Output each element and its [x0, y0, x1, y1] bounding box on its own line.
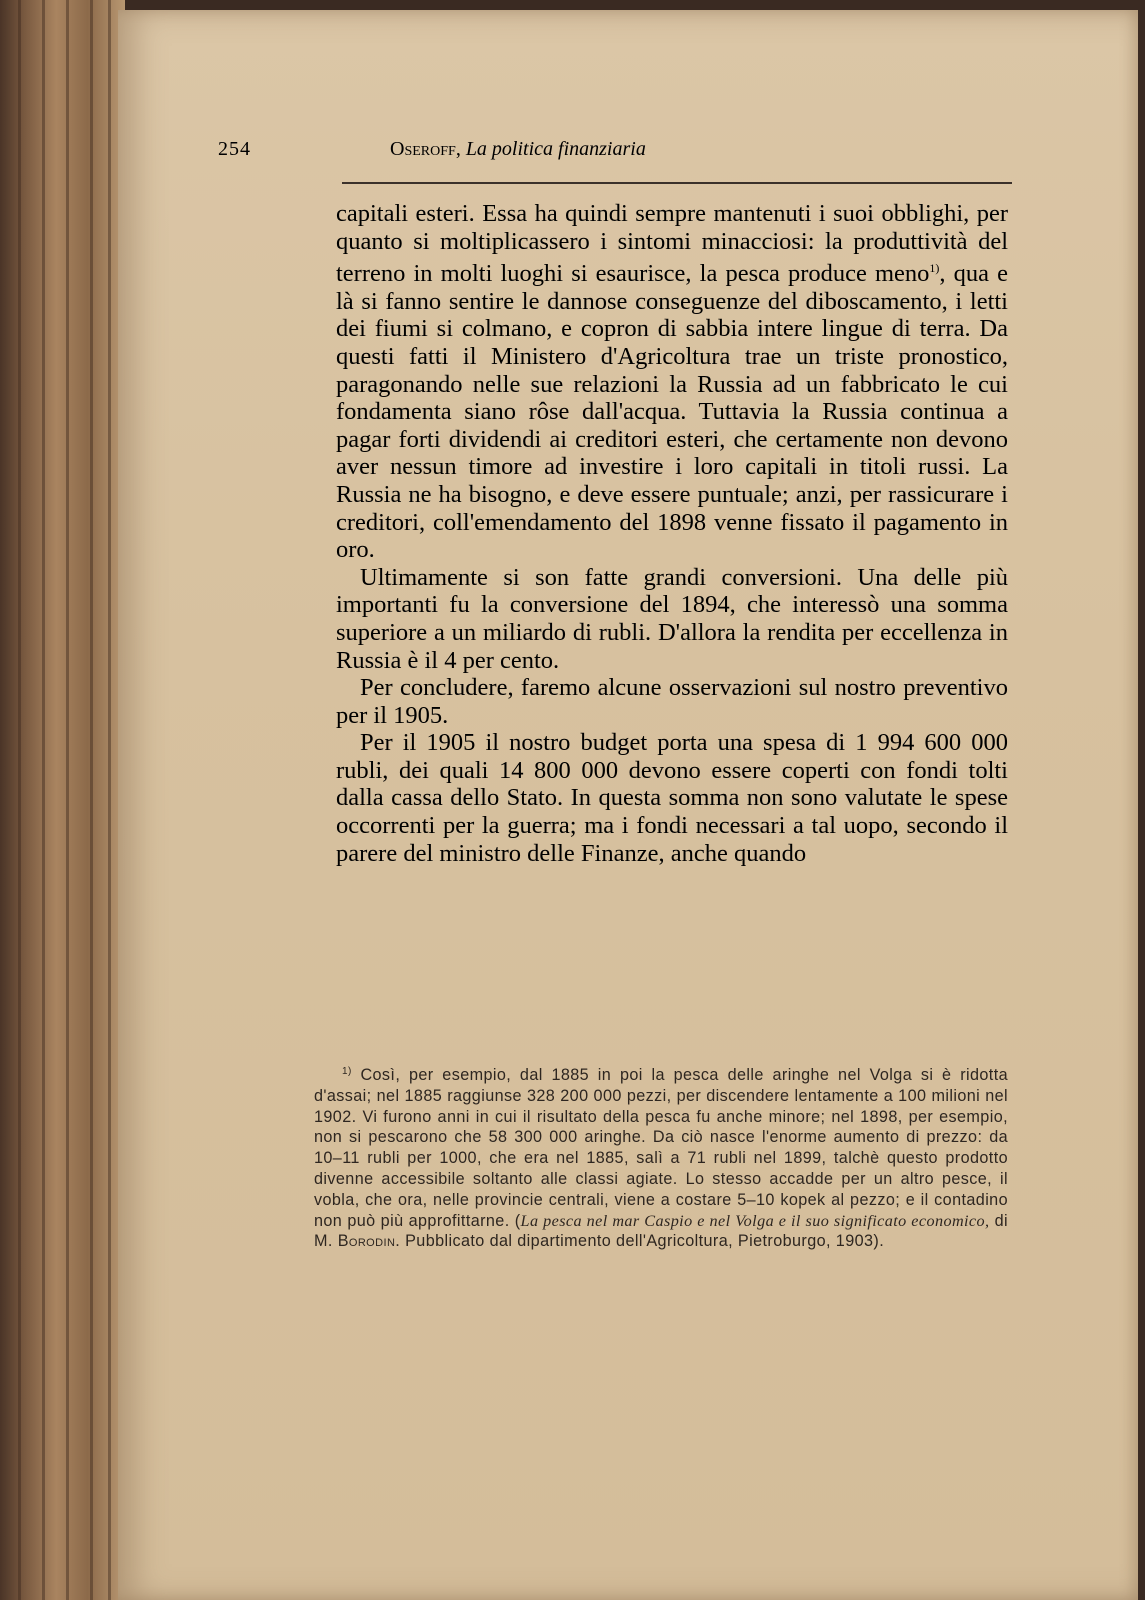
footnote-body: di M. — [314, 1211, 1009, 1251]
footnote-body: Così, per esempio, dal 1885 in poi la pesca delle aringhe nel Volga si è ridotta d'assai; nel 1885 raggiunse 328 200 000 pezzi, per discendere lentamente a 100 milioni nel 1902. Vi furono anni in cui il risultato della pesca fu anche minore; nel 1898, per esempio, non si pescarono che 58 300 000 aringhe. Da ciò nasce l'enorme aumento di prezzo: da 10–11 rubli per 1000, che era nel 1885, salì a 71 rubli nel 1899, talchè questo prodotto divenne accessibile soltanto alle classi agiate. Lo stesso accadde per un altro pesce, il vobla, che ora, nelle provincie centrali, viene a costare 5–10 kopek al pezzo; e il contadino non può più approfittarne. ( — [314, 1066, 1008, 1230]
running-title — [390, 138, 646, 161]
page-header — [218, 138, 1008, 168]
footnote-text — [314, 1062, 1008, 1252]
page-number: 254 — [218, 138, 251, 160]
book-spine-edge — [0, 0, 125, 1600]
header-rule — [342, 182, 1012, 184]
footnote — [314, 1062, 1008, 1252]
paragraph-text: capitali esteri. Essa ha quindi sempre mantenuti i suoi obblighi, per quanto si moltiplicassero i sintomi minacciosi: la produttività del terreno in molti luoghi si esaurisce, la pesca produce meno — [336, 200, 1008, 288]
running-title-work: La politica finanziaria — [465, 138, 646, 160]
paragraph-text: , qua e là si fanno sentire le dannose conseguenze del diboscamento, i letti dei fiumi si colmano, e copron di sabbia intere lingue di terra. Da questi fatti il Ministero d'Agricoltura trae un triste pronostico, paragonando nelle sue relazioni la Russia ad un fabbricato le cui fondamenta siano rôse dall'acqua. Tuttavia la Russia continua a pagar forti dividendi ai creditori esteri, che certamente non devono aver nessun timore ad investire i loro capitali in titoli russi. La Russia ne ha bisogno, e deve essere puntuale; anzi, per rassicurare i creditori, coll'emendamento del 1898 venne fissato il pagamento in oro. — [336, 260, 1008, 564]
paragraph: Ultimamente si son fatte grandi conversioni. Una delle più importanti fu la conversione del 1894, che interessò una somma superiore a un miliardo di rubli. D'allora la rendita per eccellenza in Russia è il 4 per cento. — [336, 563, 1008, 674]
running-title-author: Oseroff — [390, 138, 456, 160]
footnote-body: . Pubblicato dal dipartimento dell'Agricoltura, Pietroburgo, 1903). — [395, 1232, 885, 1251]
cited-author: Borodin — [337, 1232, 396, 1251]
footnote-reference: 1) — [929, 261, 940, 276]
cited-work-title: La pesca nel mar Caspio e nel Volga e il suo significato economico, — [520, 1211, 990, 1230]
main-text — [336, 200, 1008, 867]
running-title-separator: , — [455, 138, 466, 160]
footnote-marker: 1) — [342, 1066, 352, 1077]
paragraph: Per concludere, faremo alcune osservazioni sul nostro preventivo per il 1905. — [336, 674, 1008, 729]
paragraph — [336, 200, 1008, 564]
paragraph: Per il 1905 il nostro budget porta una spesa di 1 994 600 000 rubli, dei quali 14 800 000 devono essere coperti con fondi tolti dalla cassa dello Stato. In questa somma non sono valutate le spese occorrenti per la guerra; ma i fondi necessari a tal uopo, secondo il parere del ministro delle Finanze, anche quando — [336, 729, 1008, 867]
